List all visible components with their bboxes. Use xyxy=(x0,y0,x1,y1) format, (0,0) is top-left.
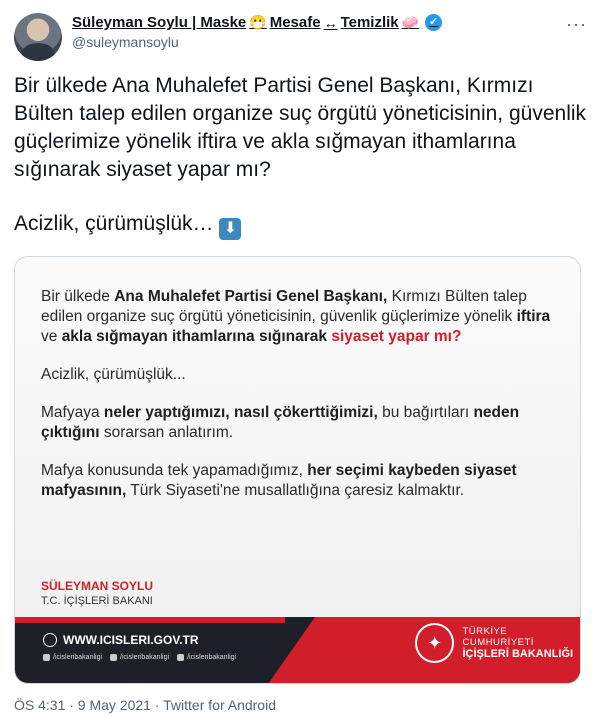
arrows-emoji-icon: ↔ xyxy=(323,14,338,31)
handle[interactable]: @suleymansoylu xyxy=(72,34,179,50)
social-links xyxy=(43,654,236,661)
display-name[interactable] xyxy=(72,14,442,31)
tweet-text xyxy=(14,72,589,240)
signature xyxy=(41,579,153,607)
ministry-line-1: TÜRKİYE CUMHURİYETİ xyxy=(462,626,534,648)
ministry-logo xyxy=(415,623,580,663)
social-icon xyxy=(110,654,117,661)
soap-emoji-icon: 🧼 xyxy=(401,14,420,30)
author-block[interactable] xyxy=(72,14,442,50)
website-text: WWW.ICISLERI.GOV.TR xyxy=(63,633,199,647)
signature-title: T.C. İÇİŞLERİ BAKANI xyxy=(41,595,153,607)
mask-emoji-icon: 😷 xyxy=(249,14,267,30)
tweet-paragraph-2 xyxy=(14,210,589,240)
image-text xyxy=(41,287,561,519)
more-options-icon[interactable]: ··· xyxy=(566,14,587,34)
down-arrow-emoji-icon: ⬇ xyxy=(219,218,241,240)
signature-name: SÜLEYMAN SOYLU xyxy=(41,579,154,593)
tweet-header xyxy=(14,10,595,60)
social-item: /icisleribakanligi xyxy=(43,654,102,661)
social-icon xyxy=(43,654,50,661)
ministry-text xyxy=(462,626,580,660)
display-name-part1: Süleyman Soylu | Maske xyxy=(72,14,247,31)
tweet-paragraph-1: Bir ülkede Ana Muhalefet Partisi Genel Başkanı, Kırmızı Bülten talep edilen organize suç örgütü yöneticisinin, güvenlik güçlerimize yönelik iftira ve akla sığmayan ithamlarına sığınarak siyaset yapar mı? xyxy=(14,74,587,181)
ministry-emblem-icon: ✦ xyxy=(415,623,454,663)
tweet-paragraph-2-text: Acizlik, çürümüşlük… xyxy=(14,212,220,235)
display-name-part2: Mesafe xyxy=(269,14,321,31)
image-paragraph-4: Mafya konusunda tek yapamadığımız, her seçimi kaybeden siyaset mafyasının, Türk Siyaseti'ne musallatlığına çaresiz kalmaktır. xyxy=(41,462,517,499)
verified-badge-icon: ✓ xyxy=(425,14,442,31)
ministry-line-2: İÇİŞLERİ BAKANLIĞI xyxy=(462,648,574,660)
social-icon xyxy=(177,654,184,661)
image-paragraph-1: Bir ülkede Ana Muhalefet Partisi Genel Başkanı, Kırmızı Bülten talep edilen organize suç örgütü yöneticisinin, güvenlik güçlerimize yönelik iftira ve akla sığmayan ithamlarına sığınarak siyaset yapar mı? xyxy=(41,288,551,345)
avatar[interactable] xyxy=(14,13,62,61)
tweet-image[interactable] xyxy=(14,256,581,684)
image-paragraph-3: Mafyaya neler yaptığımızı, nasıl çökerttiğimizi, bu bağırtıları neden çıktığını sorarsan anlatırım. xyxy=(41,404,520,441)
footer-red-stripe xyxy=(15,617,285,623)
globe-icon xyxy=(43,633,57,647)
tweet-timestamp[interactable]: ÖS 4:31 · 9 May 2021 · Twitter for Android xyxy=(14,697,276,713)
image-paragraph-2: Acizlik, çürümüşlük... xyxy=(41,366,186,383)
display-name-part3: Temizlik xyxy=(340,14,399,31)
website xyxy=(43,633,199,647)
social-item: /icisleribakanligi xyxy=(110,654,169,661)
social-item: /icisleribakanligi xyxy=(177,654,236,661)
